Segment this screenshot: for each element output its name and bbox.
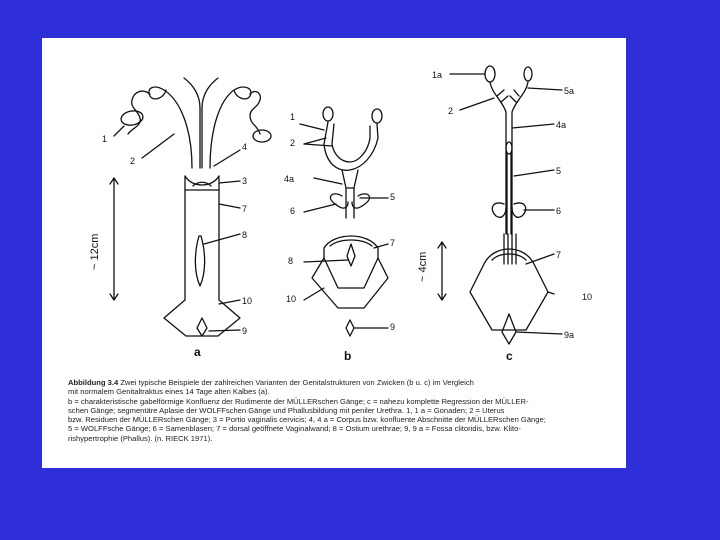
label-b-5: 5: [390, 192, 396, 202]
caption-heading: Abbildung 3.4: [68, 378, 119, 387]
label-c-6: 6: [556, 206, 562, 216]
figure-caption: [68, 378, 608, 443]
label-c-10: 10: [582, 292, 593, 302]
label-a-9: 9: [242, 326, 248, 336]
label-c-7: 7: [556, 250, 562, 260]
label-b-4a: 4a: [284, 174, 295, 184]
label-b-7: 7: [390, 238, 396, 248]
caption-line-5: bzw. Residuen der MÜLLERschen Gänge; 3 = Portio vaginalis cervicis; 4, 4 a = Corpus bzw. konfluente Abschnitte der MÜLLERschen Gänge;: [68, 415, 546, 425]
panel-b-drawing: [300, 107, 388, 336]
panel-b-letter: b: [344, 349, 352, 363]
caption-line-2: mit normalem Genitaltraktus eines 14 Tage alten Kalbes (a).: [68, 387, 270, 397]
label-a-8: 8: [242, 230, 248, 240]
label-c-5: 5: [556, 166, 562, 176]
caption-text-1: Zwei typische Beispiele der zahlreichen Varianten der Genitalstrukturen von Zwicken (b u. c) im Vergleich: [120, 378, 474, 387]
label-c-5a: 5a: [564, 86, 575, 96]
label-a-4: 4: [242, 142, 248, 152]
caption-line-7: rishypertrophie (Phallus). (n. RIECK 1971).: [68, 433, 213, 443]
panel-c-letter: c: [506, 349, 513, 363]
genital-structure-figure: [42, 38, 626, 378]
label-a-3: 3: [242, 176, 248, 186]
label-a-7: 7: [242, 204, 248, 214]
label-b-2: 2: [290, 138, 296, 148]
label-c-4a: 4a: [556, 120, 567, 130]
panel-a-letter: a: [194, 345, 201, 359]
label-b-6: 6: [290, 206, 296, 216]
panel-a-scale: ~ 12cm: [89, 233, 101, 270]
label-a-1: 1: [102, 134, 108, 144]
label-c-1a: 1a: [432, 70, 443, 80]
label-b-1: 1: [290, 112, 296, 122]
label-b-10: 10: [286, 294, 297, 304]
caption-line-4: schen Gänge; segmentäre Aplasie der WOLFFschen Gänge und Phallusbildung mit peniler Urethra. 1, 1 a = Gonaden; 2 = Uterus: [68, 405, 505, 415]
label-b-8: 8: [288, 256, 294, 266]
panel-c-drawing: [438, 66, 562, 344]
caption-line-1: [68, 378, 608, 387]
label-c-9a: 9a: [564, 330, 575, 340]
label-a-10: 10: [242, 296, 253, 306]
label-a-2: 2: [130, 156, 136, 166]
label-c-2: 2: [448, 106, 454, 116]
panel-c-scale: ~ 4cm: [417, 251, 429, 282]
caption-line-3: b = charakteristische gabelförmige Konfluenz der Rudimente der MÜLLERschen Gänge; c = nahezu komplette Regression der MÜLLER-: [68, 396, 529, 406]
figure-page: [42, 38, 626, 468]
label-b-9: 9: [390, 322, 396, 332]
caption-line-6: 5 = WOLFFsche Gänge; 6 = Samenblasen; 7 = dorsal geöffnete Vaginalwand; 8 = Ostium urethrae; 9, 9 a = Fossa clitoridis, bzw. Klito-: [68, 424, 521, 434]
